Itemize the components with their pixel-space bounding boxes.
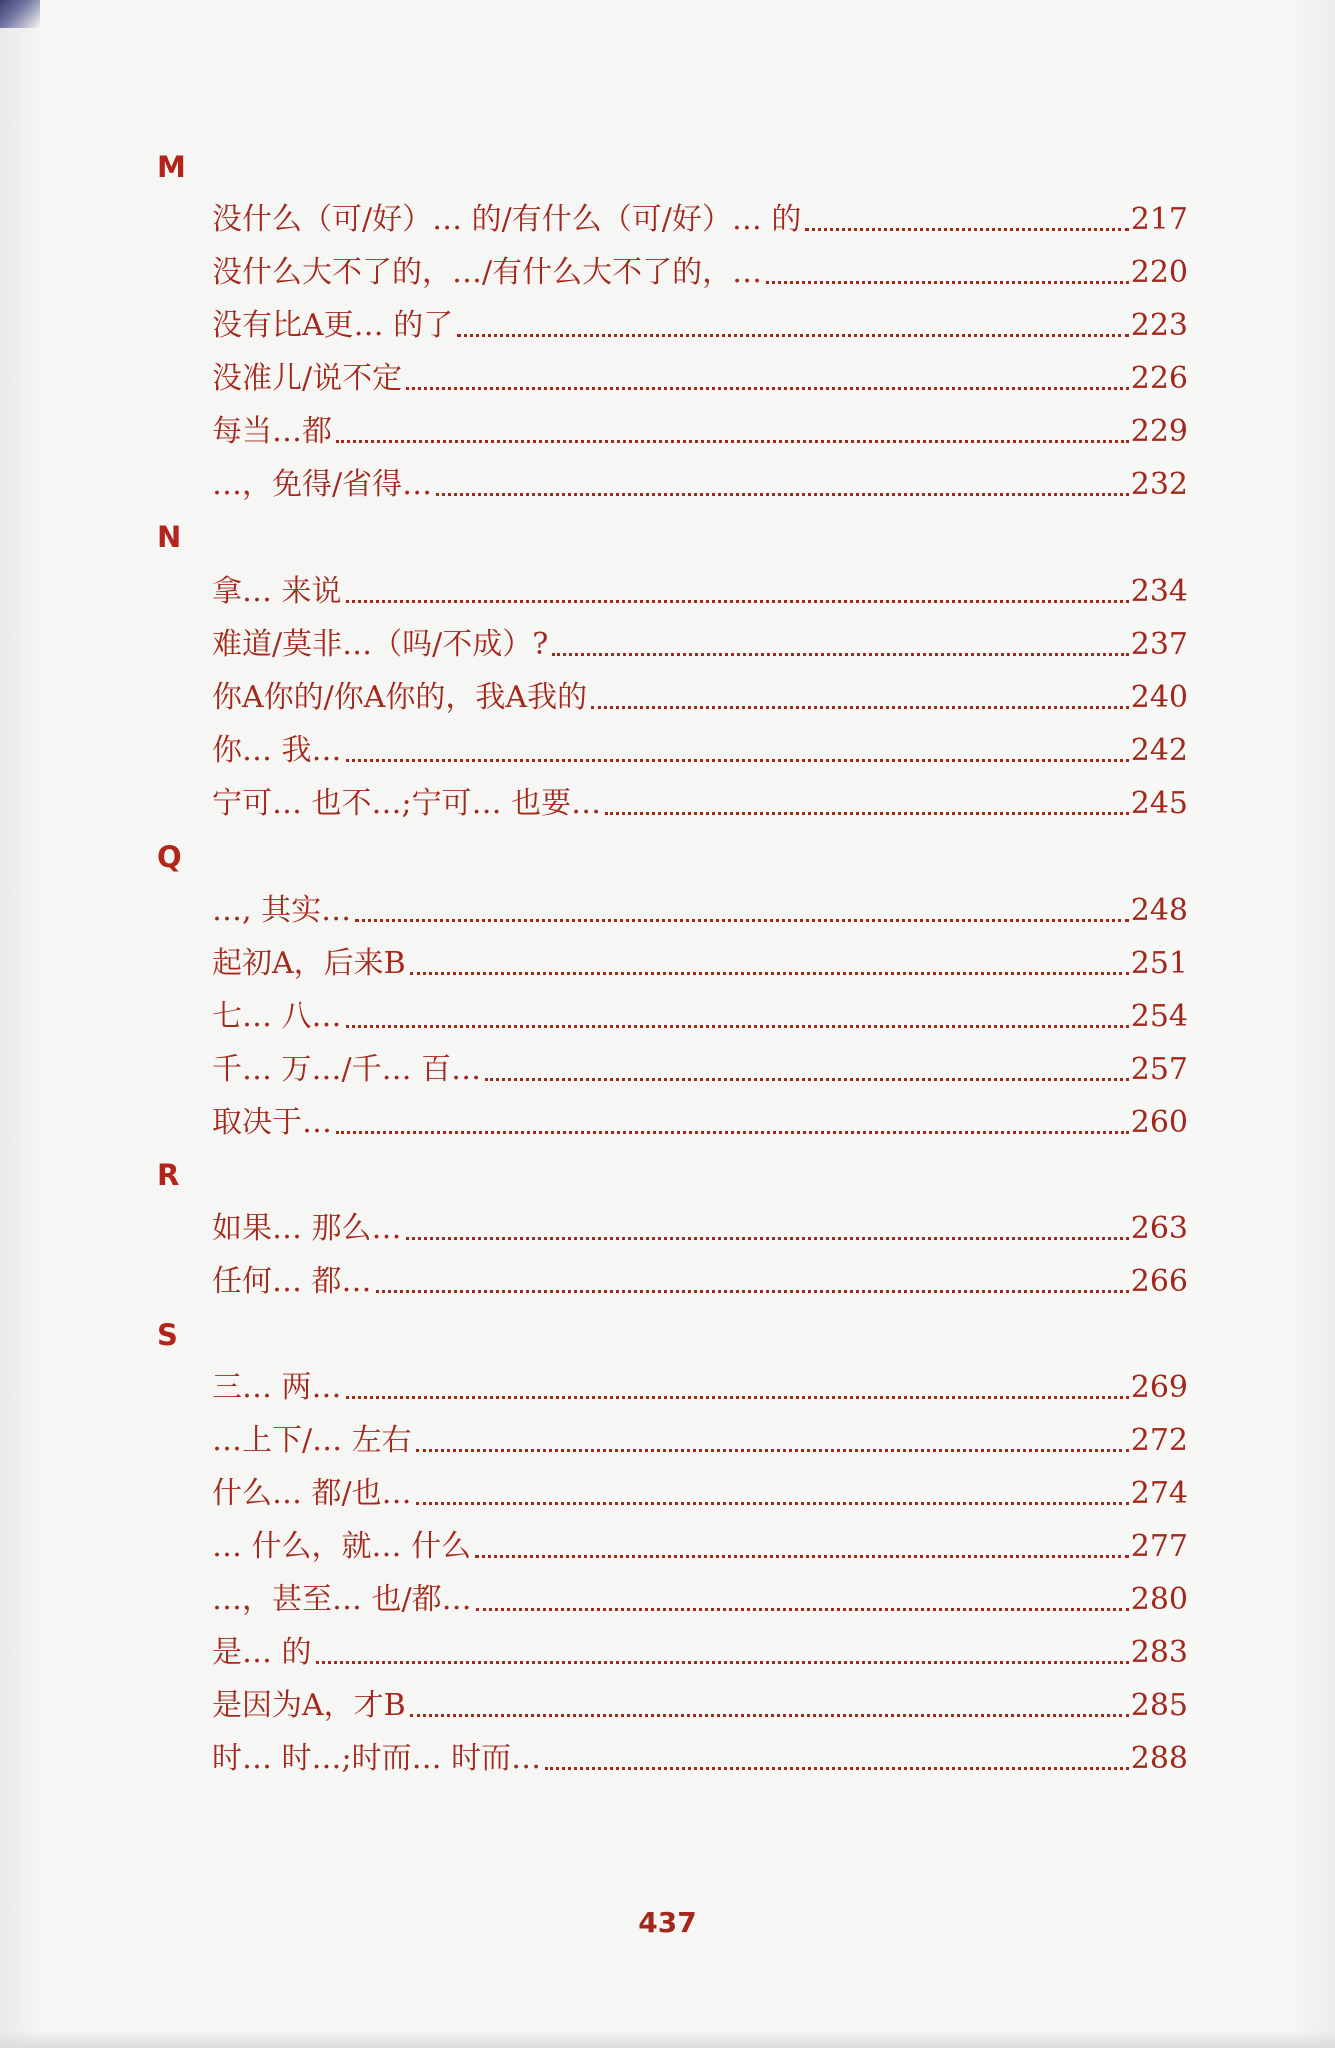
entry-page-number: 269 — [1130, 1370, 1188, 1405]
dot-leader — [605, 812, 1129, 815]
dot-leader — [475, 1555, 1129, 1558]
entry-title: 难道/莫非…（吗/不成）? — [212, 627, 549, 662]
dot-leader — [346, 1396, 1129, 1399]
entry-page-number: 226 — [1130, 361, 1188, 396]
dot-leader — [457, 334, 1129, 337]
entry-title: 是… 的 — [212, 1635, 312, 1670]
dot-leader — [766, 281, 1129, 284]
entry-page-number: 245 — [1130, 786, 1188, 821]
entry-title: …，甚至… 也/都… — [212, 1582, 472, 1617]
entry-title: 任何… 都… — [212, 1264, 372, 1299]
page-corner-shadow — [0, 0, 40, 28]
entry-title: 是因为A，才B — [212, 1688, 406, 1723]
entry-title: 取决于… — [212, 1105, 332, 1140]
entry-title: 七… 八… — [212, 999, 342, 1034]
toc-entry[interactable] — [212, 1737, 1188, 1779]
page-bottom-shadow — [0, 2030, 1335, 2048]
entry-page-number: 237 — [1130, 627, 1188, 662]
dot-leader — [346, 759, 1129, 762]
entry-title: … 什么，就… 什么 — [212, 1529, 472, 1564]
entry-title: …上下/… 左右 — [212, 1423, 412, 1458]
section-letter-q: Q — [157, 840, 182, 874]
toc-entry[interactable] — [212, 1048, 1188, 1090]
entry-page-number: 257 — [1130, 1052, 1188, 1087]
entry-title: 三… 两… — [212, 1370, 342, 1405]
dot-leader — [416, 1502, 1129, 1505]
toc-entry[interactable] — [212, 889, 1188, 931]
toc-entry[interactable] — [212, 1472, 1188, 1514]
entry-title: 没准儿/说不定 — [212, 361, 403, 396]
dot-leader — [406, 1237, 1129, 1240]
dot-leader — [436, 493, 1129, 496]
entry-page-number: 251 — [1130, 946, 1188, 981]
entry-page-number: 288 — [1130, 1741, 1188, 1776]
dot-leader — [591, 706, 1129, 709]
toc-entry[interactable] — [212, 251, 1188, 293]
dot-leader — [805, 228, 1128, 231]
toc-entry[interactable] — [212, 729, 1188, 771]
entry-page-number: 248 — [1130, 893, 1188, 928]
entry-title: 起初A，后来B — [212, 946, 406, 981]
dot-leader — [410, 972, 1129, 975]
toc-entry[interactable] — [212, 304, 1188, 346]
toc-entry[interactable] — [212, 1260, 1188, 1302]
dot-leader — [476, 1608, 1129, 1611]
entry-title: 如果… 那么… — [212, 1211, 402, 1246]
dot-leader — [316, 1661, 1129, 1664]
toc-entry[interactable] — [212, 995, 1188, 1037]
entry-page-number: 254 — [1130, 999, 1188, 1034]
dot-leader — [336, 440, 1129, 443]
toc-entry[interactable] — [212, 1525, 1188, 1567]
toc-entry[interactable] — [212, 676, 1188, 718]
entry-page-number: 277 — [1130, 1529, 1188, 1564]
entry-page-number: 220 — [1130, 255, 1188, 290]
entry-page-number: 229 — [1130, 414, 1188, 449]
dot-leader — [552, 653, 1128, 656]
section-letter-n: N — [157, 520, 182, 554]
toc-entry[interactable] — [212, 463, 1188, 505]
toc-entry[interactable] — [212, 410, 1188, 452]
dot-leader — [336, 1131, 1129, 1134]
toc-entry[interactable] — [212, 1207, 1188, 1249]
entry-page-number: 234 — [1130, 574, 1188, 609]
entry-title: 没什么大不了的，…/有什么大不了的，… — [212, 255, 763, 290]
entry-page-number: 240 — [1130, 680, 1188, 715]
dot-leader — [376, 1290, 1129, 1293]
section-letter-m: M — [157, 150, 186, 184]
entry-title: …, 其实… — [212, 893, 352, 928]
entry-title: 没什么（可/好）… 的/有什么（可/好）… 的 — [212, 202, 802, 237]
toc-entry[interactable] — [212, 1419, 1188, 1461]
dot-leader — [545, 1767, 1129, 1770]
toc-entry[interactable] — [212, 1631, 1188, 1673]
entry-page-number: 285 — [1130, 1688, 1188, 1723]
entry-title: 宁可… 也不…;宁可… 也要… — [212, 786, 602, 821]
entry-page-number: 263 — [1130, 1211, 1188, 1246]
entry-title: …，免得/省得… — [212, 467, 433, 502]
toc-entry[interactable] — [212, 357, 1188, 399]
dot-leader — [346, 600, 1129, 603]
toc-entry[interactable] — [212, 198, 1188, 240]
entry-page-number: 232 — [1130, 467, 1188, 502]
toc-entry[interactable] — [212, 942, 1188, 984]
entry-page-number: 223 — [1130, 308, 1188, 343]
dot-leader — [410, 1714, 1129, 1717]
toc-entry[interactable] — [212, 570, 1188, 612]
section-letter-r: R — [157, 1158, 180, 1192]
toc-entry[interactable] — [212, 1366, 1188, 1408]
dot-leader — [416, 1449, 1129, 1452]
toc-entry[interactable] — [212, 1101, 1188, 1143]
entry-title: 你… 我… — [212, 733, 342, 768]
toc-entry[interactable] — [212, 1578, 1188, 1620]
dot-leader — [346, 1025, 1129, 1028]
dot-leader — [406, 387, 1129, 390]
entry-page-number: 260 — [1130, 1105, 1188, 1140]
toc-entry[interactable] — [212, 1684, 1188, 1726]
section-letter-s: S — [157, 1318, 178, 1352]
entry-title: 时… 时…;时而… 时而… — [212, 1741, 542, 1776]
entry-title: 千… 万…/千… 百… — [212, 1052, 482, 1087]
entry-title: 每当…都 — [212, 414, 332, 449]
entry-title: 你A你的/你A你的，我A我的 — [212, 680, 588, 715]
entry-title: 什么… 都/也… — [212, 1476, 412, 1511]
entry-title: 拿… 来说 — [212, 574, 342, 609]
page-number: 437 — [638, 1906, 697, 1939]
entry-page-number: 266 — [1130, 1264, 1188, 1299]
entry-page-number: 242 — [1130, 733, 1188, 768]
entry-page-number: 280 — [1130, 1582, 1188, 1617]
toc-entry[interactable] — [212, 623, 1188, 665]
entry-page-number: 217 — [1130, 202, 1188, 237]
entry-page-number: 274 — [1130, 1476, 1188, 1511]
dot-leader — [355, 919, 1129, 922]
entry-page-number: 283 — [1130, 1635, 1188, 1670]
dot-leader — [485, 1078, 1129, 1081]
entry-title: 没有比A更… 的了 — [212, 308, 454, 343]
entry-page-number: 272 — [1130, 1423, 1188, 1458]
toc-entry[interactable] — [212, 782, 1188, 824]
